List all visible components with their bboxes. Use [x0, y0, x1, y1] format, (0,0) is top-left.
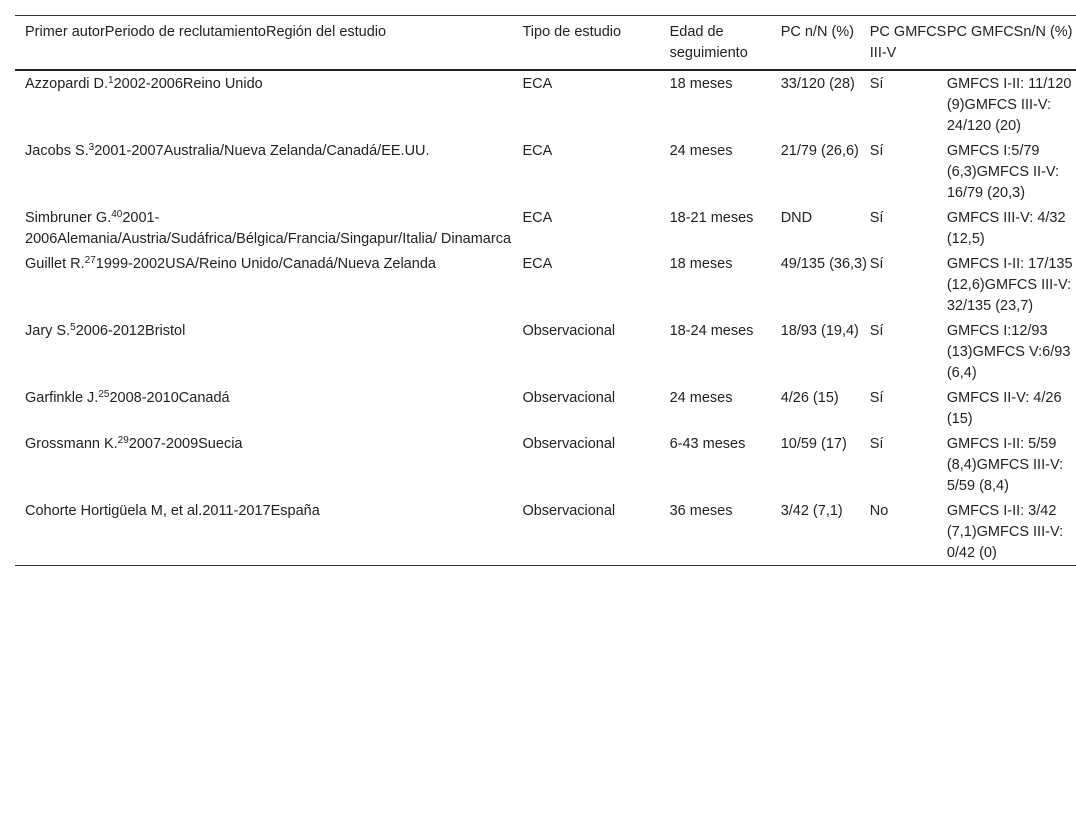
table-row [15, 498, 1076, 566]
cell-pc-n: 4/26 (15) [780, 390, 839, 406]
cell-pc-n: 21/79 (26,6) [780, 143, 859, 159]
cell-follow-up-age: 18 meses [669, 76, 733, 92]
cell-pc-n: 49/135 (36,3) [780, 256, 867, 272]
cell-pc-gmfcs-iii-v: Sí [869, 390, 884, 406]
cell-study-type: ECA [522, 210, 553, 226]
table-row [15, 138, 1076, 205]
cell-pc-n: 3/42 (7,1) [780, 503, 843, 519]
cell-pc-gmfcs-detail: GMFCS I:12/93 (13)GMFCS V:6/93 (6,4) [946, 323, 1071, 381]
header-pc-gmfcs-iii-v: PC GMFCS III-V [869, 24, 947, 61]
author-name: Azzopardi D. [25, 76, 109, 92]
cell-pc-gmfcs-detail: GMFCS I-II: 17/135 (12,6)GMFCS III-V: 32/135 (23,7) [946, 256, 1073, 314]
author-name: Cohorte Hortigüela M, et al. [25, 503, 203, 519]
cell-pc-gmfcs-iii-v: Sí [869, 436, 884, 452]
cell-pc-gmfcs-detail: GMFCS I-II: 3/42 (7,1)GMFCS III-V: 0/42 (0) [946, 503, 1064, 561]
cell-author-period-region [15, 318, 522, 385]
author-name: Jary S. [25, 323, 71, 339]
period-region: 2001-2007Australia/Nueva Zelanda/Canadá/EE.UU. [94, 143, 430, 159]
reference-number: 29 [117, 435, 129, 446]
cell-pc-n: DND [780, 210, 813, 226]
cell-follow-up-age: 18-24 meses [669, 323, 754, 339]
period-region: 2006-2012Bristol [75, 323, 186, 339]
studies-table [15, 15, 1076, 566]
cell-pc-n: 18/93 (19,4) [780, 323, 859, 339]
cell-follow-up-age: 18-21 meses [669, 210, 754, 226]
cell-pc-gmfcs-iii-v: Sí [869, 76, 884, 92]
cell-pc-gmfcs-iii-v: Sí [869, 323, 884, 339]
cell-author-period-region [15, 498, 522, 566]
cell-follow-up-age: 18 meses [669, 256, 733, 272]
cell-pc-gmfcs-iii-v: Sí [869, 143, 884, 159]
cell-pc-gmfcs-iii-v: Sí [869, 256, 884, 272]
header-pc-gmfcs-n: PC GMFCSn/N (%) [946, 24, 1073, 40]
cell-follow-up-age: 6-43 meses [669, 436, 746, 452]
cell-pc-gmfcs-iii-v: No [869, 503, 889, 519]
cell-study-type: Observacional [522, 503, 616, 519]
cell-study-type: Observacional [522, 436, 616, 452]
header-follow-up-age: Edad de seguimiento [669, 24, 748, 61]
cell-study-type: Observacional [522, 323, 616, 339]
period-region: 2011-2017España [202, 503, 320, 519]
cell-pc-n: 10/59 (17) [780, 436, 847, 452]
reference-number: 3 [88, 142, 95, 153]
cell-study-type: Observacional [522, 390, 616, 406]
cell-pc-gmfcs-detail: GMFCS I:5/79 (6,3)GMFCS II-V: 16/79 (20,3) [946, 143, 1060, 201]
table-row [15, 205, 1076, 251]
cell-author-period-region [15, 385, 522, 431]
author-name: Garfinkle J. [25, 390, 99, 406]
author-name: Grossmann K. [25, 436, 118, 452]
period-region: 2001-2006Alemania/Austria/Sudáfrica/Bélgica/Francia/Singapur/Italia/ Dinamarca [25, 210, 512, 247]
table-row [15, 431, 1076, 498]
cell-study-type: ECA [522, 143, 553, 159]
period-region: 1999-2002USA/Reino Unido/Canadá/Nueva Zelanda [95, 256, 436, 272]
reference-number: 5 [70, 322, 76, 333]
reference-number: 1 [108, 75, 114, 86]
cell-pc-gmfcs-detail: GMFCS III-V: 4/32 (12,5) [946, 210, 1066, 247]
reference-number: 40 [111, 209, 123, 220]
table-row [15, 385, 1076, 431]
cell-pc-gmfcs-detail: GMFCS II-V: 4/26 (15) [946, 390, 1062, 427]
header-row [15, 16, 1076, 71]
cell-pc-gmfcs-iii-v: Sí [869, 210, 884, 226]
cell-study-type: ECA [522, 256, 553, 272]
table-body [15, 70, 1076, 566]
cell-pc-gmfcs-detail: GMFCS I-II: 5/59 (8,4)GMFCS III-V: 5/59 (8,4) [946, 436, 1064, 494]
table-row [15, 251, 1076, 318]
cell-author-period-region [15, 205, 522, 251]
author-name: Simbruner G. [25, 210, 112, 226]
table-header [15, 16, 1076, 71]
cell-author-period-region [15, 251, 522, 318]
header-author-period-region: Primer autorPeriodo de reclutamientoRegión del estudio [25, 24, 387, 40]
cell-author-period-region [15, 431, 522, 498]
reference-number: 27 [84, 255, 96, 266]
reference-number: 25 [98, 389, 110, 400]
cell-follow-up-age: 24 meses [669, 390, 733, 406]
author-name: Jacobs S. [25, 143, 89, 159]
table-row [15, 70, 1076, 138]
period-region: 2002-2006Reino Unido [113, 76, 263, 92]
cell-follow-up-age: 36 meses [669, 503, 733, 519]
table-row [15, 318, 1076, 385]
header-pc-n: PC n/N (%) [780, 24, 855, 40]
period-region: 2007-2009Suecia [128, 436, 243, 452]
cell-pc-gmfcs-detail: GMFCS I-II: 11/120 (9)GMFCS III-V: 24/120 (20) [946, 76, 1072, 134]
period-region: 2008-2010Canadá [109, 390, 230, 406]
header-study-type: Tipo de estudio [522, 24, 622, 40]
cell-author-period-region [15, 70, 522, 138]
cell-follow-up-age: 24 meses [669, 143, 733, 159]
author-name: Guillet R. [25, 256, 85, 272]
cell-study-type: ECA [522, 76, 553, 92]
cell-author-period-region [15, 138, 522, 205]
cell-pc-n: 33/120 (28) [780, 76, 855, 92]
